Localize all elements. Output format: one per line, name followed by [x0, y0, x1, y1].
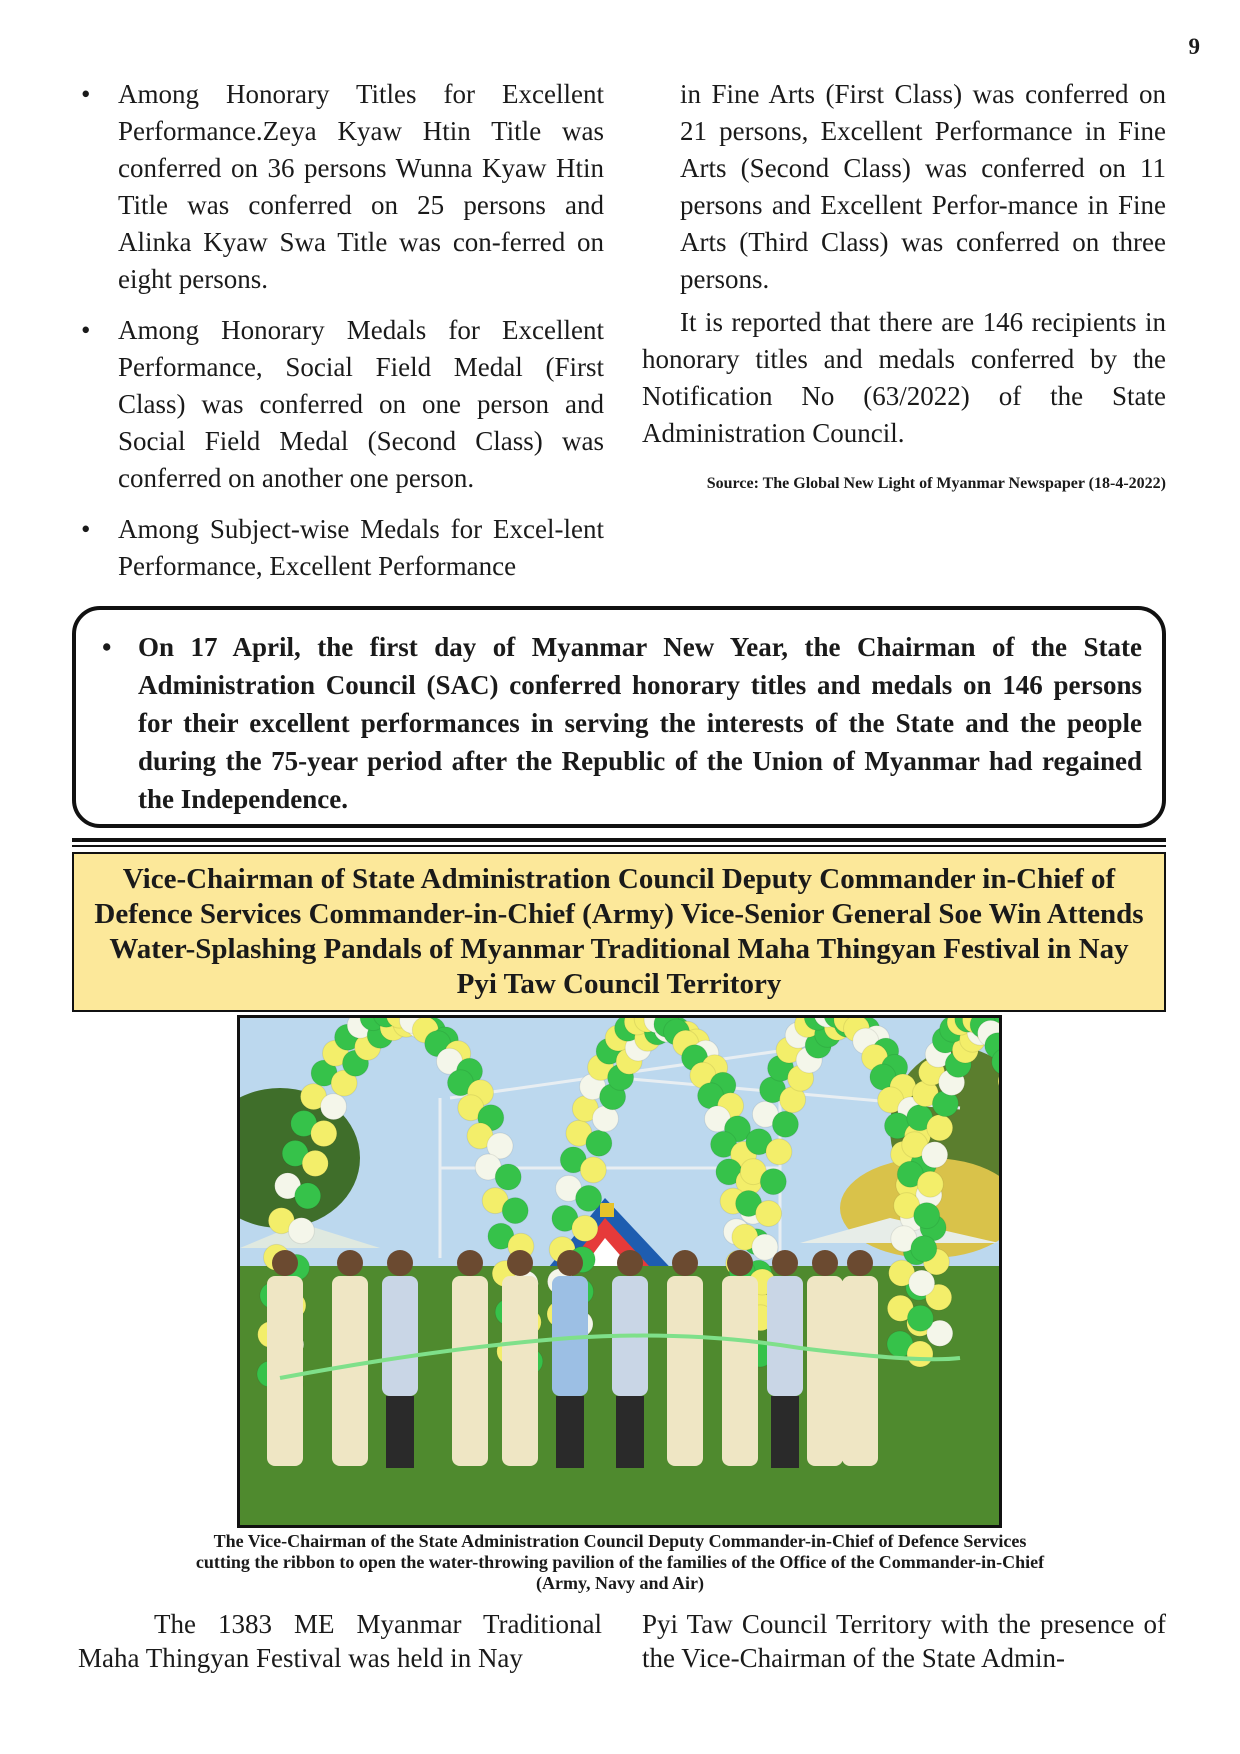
ceremony-photo-illustration [240, 1018, 999, 1525]
balloon [502, 1198, 528, 1224]
article-headline: Vice-Chairman of State Administration Council Deputy Commander in-Chief of Defence Services Commander-in-Chief (Army) Vice-Senior General Soe Win Attends Water-Splashing Pandals of Myanmar Traditional Maha Thingyan Festival in Nay Pyi Taw Council Territory [94, 863, 1144, 1000]
participant [452, 1250, 488, 1466]
bullet-icon: • [81, 514, 91, 544]
list-item [74, 76, 604, 298]
participant [807, 1250, 843, 1466]
ceremony-participants [267, 1250, 878, 1468]
balloon [295, 1183, 321, 1209]
balloon [766, 1139, 792, 1165]
participant [332, 1250, 368, 1466]
source-citation: Source: The Global New Light of Myanmar Newspaper (18-4-2022) [706, 475, 1166, 492]
balloon [927, 1115, 953, 1141]
participant [842, 1250, 878, 1466]
article-body-left: The 1383 ME Myanmar Traditional Maha Thingyan Festival was held in Nay [78, 1609, 602, 1673]
photo-caption: The Vice-Chairman of the State Administration Council Deputy Commander-in-Chief of Defence Services cutting the ribbon to open the water-throwing pavilion of the families of the Office of the Commander-in-Chief (Army, Navy and Air) [195, 1531, 1045, 1593]
list-item-text: Among Honorary Titles for Excellent Performance.Zeya Kyaw Htin Title was conferred on 36 persons Wunna Kyaw Htin Title was conferred on 25 persons and Alinka Kyaw Swa Title was con-ferred on eight persons. [118, 79, 604, 294]
balloon [914, 1203, 940, 1229]
balloon [772, 1111, 798, 1137]
participant [767, 1250, 803, 1468]
participant [722, 1250, 758, 1466]
section-divider [72, 838, 1166, 842]
ceremony-photo [237, 1015, 1002, 1528]
recipients-paragraph: It is reported that there are 146 recipients in honorary titles and medals conferred by the Notification No (63/2022) of the State Administration Council. [642, 307, 1166, 448]
article-body-right: Pyi Taw Council Territory with the presence of the Vice-Chairman of the State Admin- [642, 1609, 1166, 1673]
balloon [907, 1305, 933, 1331]
balloon [911, 1236, 937, 1262]
highlight-item [98, 628, 1142, 818]
participant [552, 1250, 588, 1468]
participant [612, 1250, 648, 1468]
left-column [74, 76, 604, 599]
balloon [576, 1185, 602, 1211]
section-divider-thin [72, 845, 1166, 847]
balloon [756, 1201, 782, 1227]
balloon [302, 1150, 328, 1176]
bullet-icon: • [81, 79, 91, 109]
highlight-box [72, 606, 1166, 828]
list-item-text: Among Subject-wise Medals for Excel-lent Performance, Excellent Performance [118, 514, 604, 581]
balloon [495, 1164, 521, 1190]
participant [667, 1250, 703, 1466]
balloon [760, 1169, 786, 1195]
balloon [311, 1121, 337, 1147]
right-column [642, 76, 1166, 494]
balloon [907, 1341, 933, 1367]
balloon [586, 1130, 612, 1156]
balloon [572, 1215, 598, 1241]
balloon [288, 1218, 314, 1244]
balloon [917, 1171, 943, 1197]
balloon [321, 1094, 347, 1120]
highlight-text: On 17 April, the first day of Myanmar New Year, the Chairman of the State Administration Council (SAC) conferred honorary titles and medals on 146 persons for their excellent performances in serving the interests of the State and the people during the 75-year period after the Republic of the Union of Myanmar had regained the Independence. [138, 632, 1142, 814]
article-headline-box [72, 852, 1166, 1012]
bullet-icon: • [102, 632, 112, 662]
balloon [580, 1157, 606, 1183]
list-item-text: Among Honorary Medals for Excellent Performance, Social Field Medal (First Class) was conferred on one person and Social Field Medal (Second Class) was conferred on another one person. [118, 315, 604, 493]
page-number: 9 [1188, 34, 1200, 59]
list-item [74, 511, 604, 585]
list-item [74, 312, 604, 497]
honours-list [74, 76, 604, 585]
balloon [909, 1270, 935, 1296]
balloon [922, 1142, 948, 1168]
participant [267, 1250, 303, 1466]
participant [502, 1250, 538, 1466]
bullet-continuation: in Fine Arts (First Class) was conferred on 21 persons, Excellent Performance in Fine Arts (Second Class) was conferred on 11 persons and Excellent Perfor-mance in Fine Arts (Third Class) was conferred on three persons. [680, 79, 1166, 294]
bullet-icon: • [81, 315, 91, 345]
